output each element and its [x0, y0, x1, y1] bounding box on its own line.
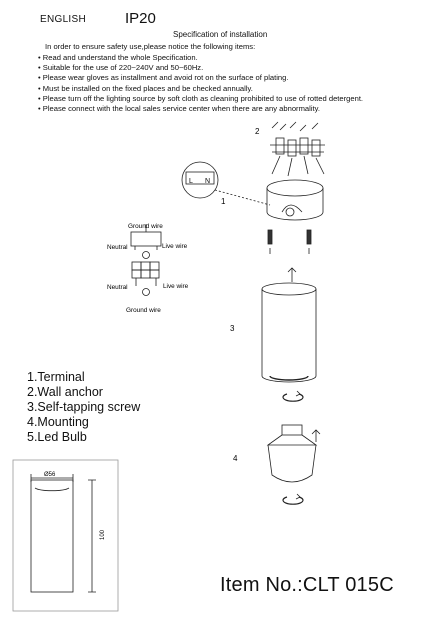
height-label: 100: [100, 529, 106, 540]
step-1-label: 1: [221, 197, 226, 206]
part-item: 4.Mounting: [27, 415, 89, 429]
terminal-l-label: L: [189, 178, 193, 185]
step-4-label: 4: [233, 454, 238, 463]
rule-item: • Read and understand the whole Specification.: [38, 53, 363, 63]
intro-text: In order to ensure safety use,please notice the following items:: [45, 42, 256, 51]
ground-wire-label: Ground wire: [128, 223, 163, 230]
step-2-label: 2: [255, 127, 260, 136]
rule-item: • Suitable for the use of 220~240V and 50~60Hz.: [38, 63, 363, 73]
rule-item: • Must be installed on the fixed places and be checked annually.: [38, 84, 363, 94]
housing-illustration: [262, 283, 316, 401]
screw-illustration: [268, 230, 311, 254]
part-item: 3.Self-tapping screw: [27, 400, 141, 414]
rule-item: • Please turn off the lighting source by soft cloth as cleaning prohibited to use of rotted detergent.: [38, 94, 363, 104]
neutral-label: Neutral: [107, 284, 128, 291]
terminal-block-illustration: [131, 224, 161, 296]
live-wire-label: Live wire: [162, 243, 188, 250]
language-label: ENGLISH: [40, 14, 87, 25]
terminal-detail: [182, 162, 218, 198]
ip-rating: IP20: [125, 10, 156, 27]
neutral-label: Neutral: [107, 244, 128, 251]
wall-anchor-illustration: [270, 122, 325, 176]
ground-wire-label: Ground wire: [126, 307, 161, 314]
mounting-base-illustration: [267, 180, 323, 220]
part-item: 5.Led Bulb: [27, 430, 87, 444]
rule-item: • Please connect with the local sales service center when there are any abnormality.: [38, 104, 363, 114]
parts-list: [27, 370, 140, 445]
part-item: 2.Wall anchor: [27, 385, 103, 399]
led-bulb-illustration: [268, 425, 320, 504]
live-wire-label: Live wire: [163, 283, 189, 290]
terminal-n-label: N: [205, 178, 211, 185]
spec-subtitle: Specification of installation: [173, 30, 268, 39]
step-3-label: 3: [230, 324, 235, 333]
diameter-label: Ø56: [44, 472, 56, 478]
rule-item: • Please wear gloves as installment and avoid rot on the surface of plating.: [38, 73, 363, 83]
item-number: Item No.:CLT 015C: [220, 574, 394, 596]
part-item: 1.Terminal: [27, 370, 85, 384]
